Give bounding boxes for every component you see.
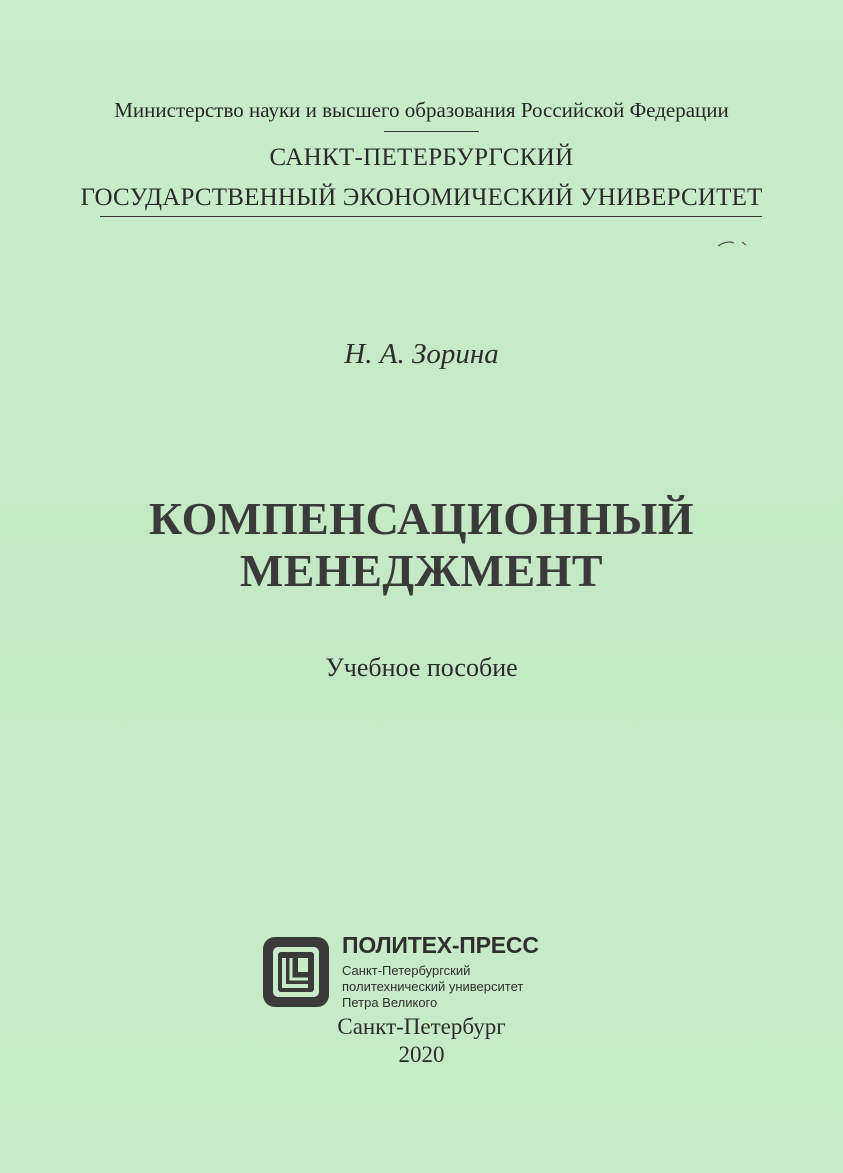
book-subtitle: Учебное пособие — [325, 653, 518, 682]
ministry-name: Министерство науки и высшего образования Российской Федерации — [114, 98, 729, 122]
book-title-line-2: МЕНЕДЖМЕНТ — [239, 545, 604, 596]
header-short-divider — [384, 131, 479, 132]
publisher-block — [262, 932, 562, 1010]
book-logo-icon — [262, 936, 330, 1008]
publisher-name: ПОЛИТЕХ-ПРЕСС — [342, 932, 539, 958]
imprint-city: Санкт-Петербург — [337, 1014, 506, 1039]
imprint-year: 2020 — [398, 1042, 445, 1067]
university-name-line-1: САНКТ-ПЕТЕРБУРГСКИЙ — [269, 144, 574, 171]
header-long-divider — [100, 216, 762, 217]
book-title-line-1: КОМПЕНСАЦИОННЫЙ — [148, 493, 695, 544]
pen-mark-icon — [716, 236, 756, 252]
university-name-line-2: ГОСУДАРСТВЕННЫЙ ЭКОНОМИЧЕСКИЙ УНИВЕРСИТЕТ — [80, 184, 763, 211]
publisher-line-2: политехнический университет — [342, 979, 524, 994]
author-name: Н. А. Зорина — [344, 338, 499, 370]
publisher-line-1: Санкт-Петербургский — [342, 963, 471, 978]
publisher-line-3: Петра Великого — [342, 995, 438, 1010]
